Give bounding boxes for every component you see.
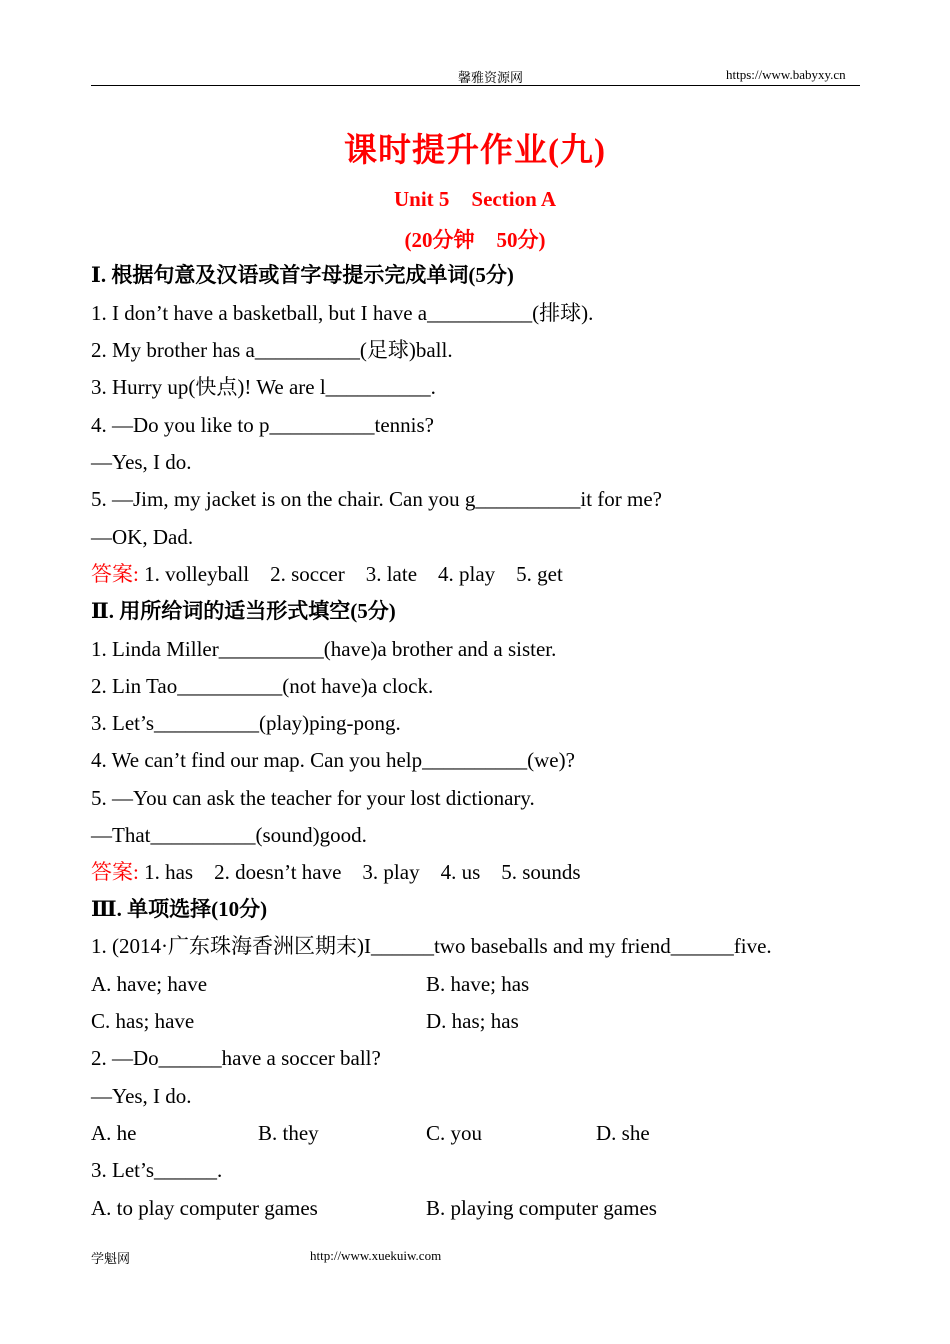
s3-q1-stem: 1. (2014·广东珠海香洲区期末)I______two baseballs and my friend______five.	[91, 934, 772, 958]
s2-question-5-reply: —That__________(sound)good.	[91, 823, 367, 847]
header-site-name: 馨雅资源网	[458, 70, 524, 85]
section-2-heading: Ⅱ. 用所给词的适当形式填空(5分)	[91, 599, 396, 623]
s3-q1-option-d: D. has; has	[426, 1009, 519, 1033]
s2-question-3: 3. Let’s__________(play)ping-pong.	[91, 711, 401, 735]
score-label: 50分)	[496, 228, 546, 252]
header-url[interactable]: https://www.babyxy.cn	[726, 67, 846, 82]
s2-question-2: 2. Lin Tao__________(not have)a clock.	[91, 674, 434, 698]
s3-q2-option-a: A. he	[91, 1121, 137, 1145]
s1-answer	[91, 561, 563, 587]
s2-question-1: 1. Linda Miller__________(have)a brother and a sister.	[91, 637, 557, 661]
header-divider	[91, 85, 860, 86]
page-title: 课时提升作业(九)	[344, 133, 606, 169]
section-label: Section A	[471, 187, 557, 211]
s1-question-5: 5. —Jim, my jacket is on the chair. Can you g__________it for me?	[91, 487, 662, 511]
s3-q3-stem: 3. Let’s______.	[91, 1158, 223, 1182]
s3-q2-option-c: C. you	[426, 1121, 483, 1145]
s3-q3-option-a: A. to play computer games	[91, 1196, 318, 1220]
section-3-heading: Ⅲ. 单项选择(10分)	[91, 897, 268, 921]
s2-question-4: 4. We can’t find our map. Can you help__________(we)?	[91, 748, 575, 772]
s3-q2-stem: 2. —Do______have a soccer ball?	[91, 1046, 381, 1070]
time-score-subtitle	[0, 224, 950, 254]
answer-label: 答案:	[91, 562, 139, 586]
s3-q1-option-b: B. have; has	[426, 972, 530, 996]
section-1-heading: Ⅰ. 根据句意及汉语或首字母提示完成单词(5分)	[91, 263, 514, 287]
unit-subtitle	[0, 187, 950, 212]
s3-q1-option-c: C. has; have	[91, 1009, 195, 1033]
s1-question-4-reply: —Yes, I do.	[91, 450, 192, 474]
s1-question-3: 3. Hurry up(快点)! We are l__________.	[91, 375, 436, 399]
answer-label: 答案:	[91, 860, 139, 884]
answer-text: 1. has 2. doesn’t have 3. play 4. us 5. sounds	[144, 860, 581, 884]
s1-question-2: 2. My brother has a__________(足球)ball.	[91, 338, 453, 362]
s2-question-5: 5. —You can ask the teacher for your lost dictionary.	[91, 786, 535, 810]
s3-q2-reply: —Yes, I do.	[91, 1084, 192, 1108]
unit-label: Unit 5	[393, 187, 450, 211]
s3-q2-option-d: D. she	[596, 1121, 650, 1145]
time-label: (20分钟	[404, 228, 475, 252]
footer-site-name: 学魁网	[91, 1251, 131, 1266]
s3-q2-option-b: B. they	[258, 1121, 319, 1145]
footer-url[interactable]: http://www.xuekuiw.com	[310, 1248, 442, 1263]
s3-q1-option-a: A. have; have	[91, 972, 208, 996]
s1-question-5-reply: —OK, Dad.	[91, 525, 194, 549]
s3-q3-option-b: B. playing computer games	[426, 1196, 657, 1220]
answer-text: 1. volleyball 2. soccer 3. late 4. play 5. get	[144, 562, 563, 586]
s2-answer	[91, 859, 581, 885]
s1-question-1: 1. I don’t have a basketball, but I have a__________(排球).	[91, 301, 594, 325]
s1-question-4: 4. —Do you like to p__________tennis?	[91, 413, 434, 437]
